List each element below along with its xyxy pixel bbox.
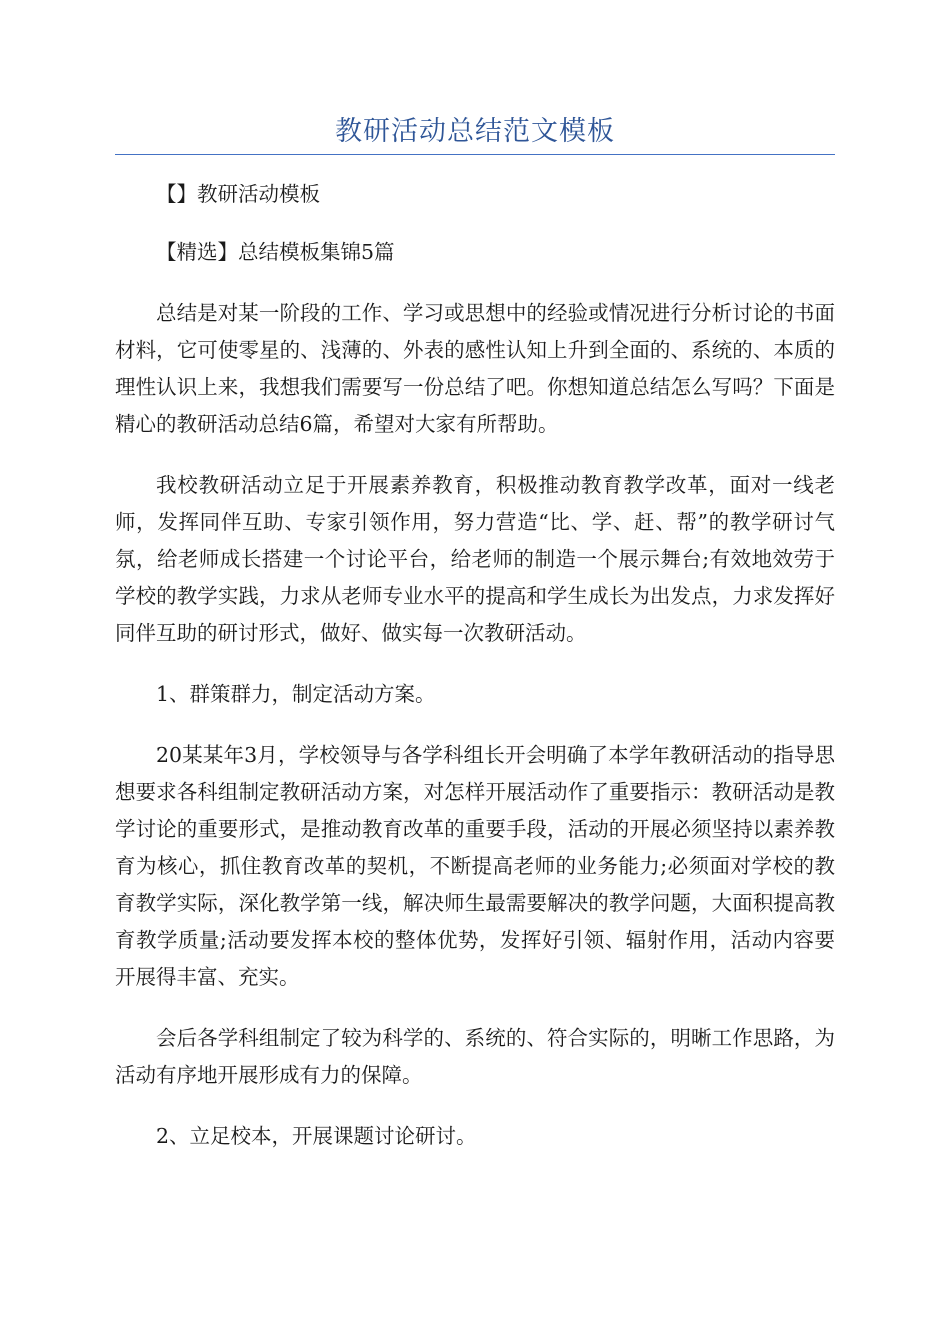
paragraph-overview: 我校教研活动立足于开展素养教育，积极推动教育教学改革，面对一线老师，发挥同伴互助、专家引领作用，努力营造“比、学、赶、帮”的教学研讨气氛，给老师成长搭建一个讨论平台，给老师的制造一个展示舞台;有效地效劳于学校的教学实践，力求从老师专业水平的提高和学生成长为出发点，力求发挥好同伴互助的研讨形式，做好、做实每一次教研活动。	[115, 473, 835, 645]
paragraph-section-1: 20某某年3月，学校领导与各学科组长开会明确了本学年教研活动的指导思想要求各科组制定教研活动方案，对怎样开展活动作了重要指示：教研活动是教学讨论的重要形式，是推动教育改革的重要手段，活动的开展必须坚持以素养教育为核心，抓住教育改革的契机，不断提高老师的业务能力;必须面对学校的教育教学实际，深化教学第一线，解决师生最需要解决的教学问题，大面积提高教育教学质量;活动要发挥本校的整体优势，发挥好引领、辐射作用，活动内容要开展得丰富、充实。	[115, 743, 835, 989]
paragraph-heading-1: 【】教研活动模板	[156, 182, 320, 206]
document-title: 教研活动总结范文模板	[335, 116, 615, 147]
section-heading-2: 2、立足校本，开展课题讨论研讨。	[156, 1124, 477, 1148]
paragraph-intro: 总结是对某一阶段的工作、学习或思想中的经验或情况进行分析讨论的书面材料，它可使零星的、浅薄的、外表的感性认知上升到全面的、系统的、本质的理性认识上来，我想我们需要写一份总结了吧。你想知道总结怎么写吗？下面是精心的教研活动总结6篇，希望对大家有所帮助。	[115, 301, 835, 436]
document-body	[115, 176, 835, 1179]
section-heading-1: 1、群策群力，制定活动方案。	[156, 682, 436, 706]
paragraph-section-1-followup: 会后各学科组制定了较为科学的、系统的、符合实际的，明晰工作思路，为活动有序地开展形成有力的保障。	[115, 1026, 835, 1087]
title-underline	[115, 154, 835, 155]
paragraph-heading-2: 【精选】总结模板集锦5篇	[156, 240, 395, 264]
